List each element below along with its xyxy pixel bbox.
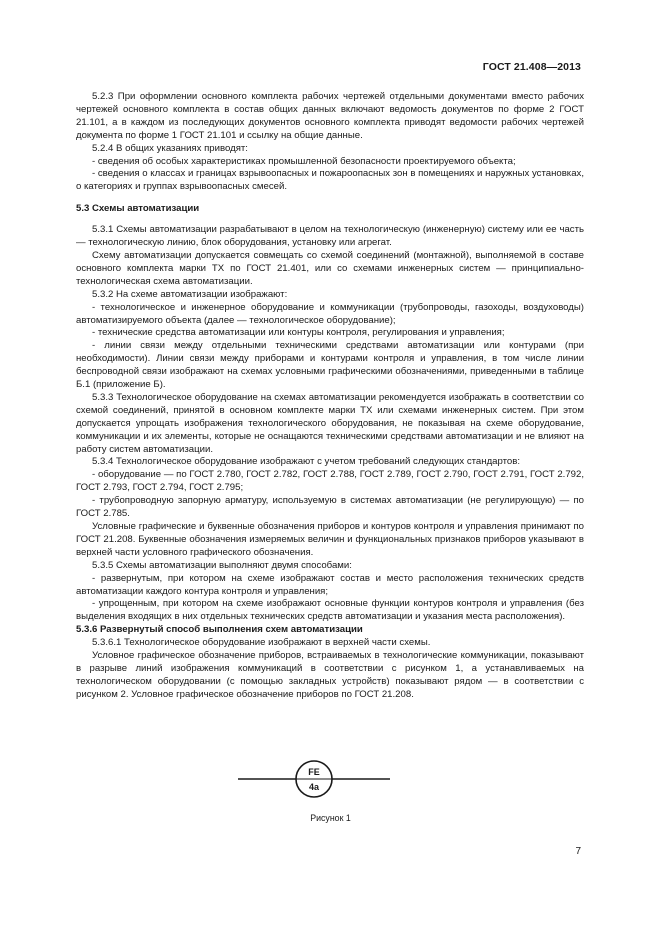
document-code: ГОСТ 21.408—2013 [482, 61, 581, 73]
list-item: - упрощенным, при котором на схеме изображают основные функции контуров контроля и управления (без выделения входящих в них отдельных технических средств автоматизации и указания места расположения). [76, 598, 584, 623]
instrument-position-number: 4a [308, 782, 320, 792]
paragraph-5-3-2: 5.3.2 На схеме автоматизации изображают: [92, 288, 288, 300]
list-item: - сведения о классах и границах взрывоопасных и пожароопасных зон в помещениях и наружных установках, о категориях и группах взрывоопасных смесей. [76, 168, 584, 193]
paragraph-5-3-6-1: 5.3.6.1 Технологическое оборудование изображают в верхней части схемы. [92, 637, 431, 649]
section-heading-5-3: 5.3 Схемы автоматизации [76, 203, 200, 215]
paragraph-5-2-4: 5.2.4 В общих указаниях приводят: [92, 142, 248, 154]
paragraph-5-3-3: 5.3.3 Технологическое оборудование на схемах автоматизации рекомендуется изображать в соответствии со схемой соединений, принятой в основном комплекте марки ТХ или схемами инженерных систем. При этом допускается упрощать изображения технологического оборудования, не показывая на схеме оборудование, коммуникации и их элементы, которые не оснащаются техническими средствами автоматизации и не влияют на работу систем автоматизации. [76, 391, 584, 455]
list-item: - оборудование — по ГОСТ 2.780, ГОСТ 2.782, ГОСТ 2.788, ГОСТ 2.789, ГОСТ 2.790, ГОСТ 2.791, ГОСТ 2.792, ГОСТ 2.793, ГОСТ 2.794, ГОСТ 2.795; [76, 469, 584, 494]
body-text [76, 91, 584, 702]
list-item: - трубопроводную запорную арматуру, используемую в системах автоматизации (не регулирующую) — по ГОСТ 2.785. [76, 495, 584, 520]
list-item: - развернутым, при котором на схеме изображают состав и место расположения технических средств автоматизации каждого контура контроля и управления; [76, 572, 584, 597]
list-item: - технические средства автоматизации или контуры контроля, регулирования и управления; [92, 327, 505, 339]
instrument-letter-code: FE [308, 767, 320, 777]
figure-caption: Рисунок 1 [310, 813, 351, 823]
list-item: - линии связи между отдельными техническими средствами автоматизации или контурами (при необходимости). Линии связи между приборами и контурами контроля и управления, в том числе линии беспроводной связи изображают на схемах условными графическими обозначениями, приведенными в таблице Б.1 (приложение Б). [76, 340, 584, 391]
page-number: 7 [575, 846, 581, 857]
instrument-symbol-graphic [238, 757, 390, 801]
paragraph-5-3-4: 5.3.4 Технологическое оборудование изображают с учетом требований следующих стандартов: [92, 456, 521, 468]
subsection-heading-5-3-6: 5.3.6 Развернутый способ выполнения схем автоматизации [76, 624, 363, 636]
list-item: - технологическое и инженерное оборудование и коммуникации (трубопроводы, газоходы, воздуховоды) автоматизируемого объекта (далее — технологическое оборудование); [76, 301, 584, 326]
paragraph-5-3-1: 5.3.1 Схемы автоматизации разрабатывают в целом на технологическую (инженерную) систему или ее часть — технологическую линию, блок оборудования, установку или агрегат. [76, 224, 584, 249]
paragraph: Условное графическое обозначение приборов, встраиваемых в технологические коммуникации, показывают в разрыве линий изображения коммуникаций в соответствии с рисунком 1, а устанавливаемых на технологическом оборудовании (с помощью закладных устройств) показывают рядом — в соответствии с рисунком 2. Условное графическое обозначение приборов по ГОСТ 21.208. [76, 650, 584, 700]
figure-1-instrument-symbol [238, 757, 390, 801]
paragraph-5-2-3: 5.2.3 При оформлении основного комплекта рабочих чертежей отдельными документами вместо рабочих чертежей основного комплекта в состав общих данных включают ведомость документов по форме 2 ГОСТ 21.101, а в каждом из последующих документов основного комплекта приводят ведомости рабочих чертежей документа по форме 1 ГОСТ 21.101 и ссылку на общие данные. [76, 91, 584, 141]
paragraph: Условные графические и буквенные обозначения приборов и контуров контроля и управления принимают по ГОСТ 21.208. Буквенные обозначения измеряемых величин и функциональных признаков приборов указывают в верхней части условного графического обозначения. [76, 521, 584, 558]
list-item: - сведения об особых характеристиках промышленной безопасности проектируемого объекта; [92, 155, 516, 167]
paragraph: Схему автоматизации допускается совмещать со схемой соединений (монтажной), выполняемой в составе основного комплекта марки ТХ по ГОСТ 21.401, или со схемами инженерных систем — принципиально-технологическая схема автоматизации. [76, 249, 584, 287]
paragraph-5-3-5: 5.3.5 Схемы автоматизации выполняют двумя способами: [92, 559, 352, 571]
